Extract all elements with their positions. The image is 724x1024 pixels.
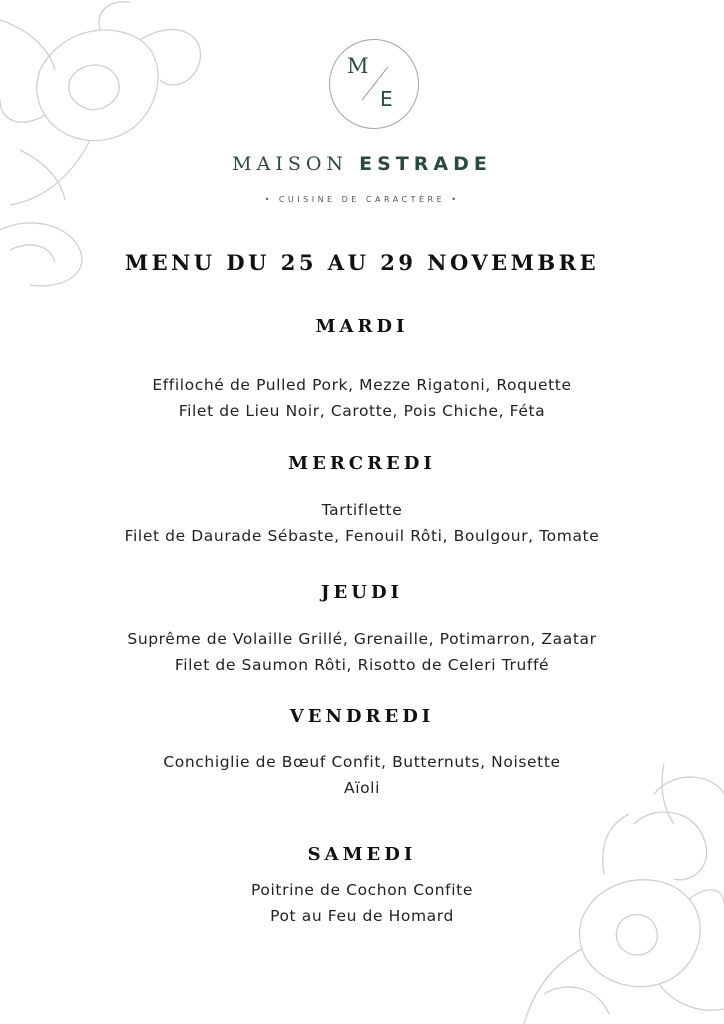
day-heading: SAMEDI (307, 844, 417, 865)
brand-name-light: MAISON (232, 153, 349, 175)
brand-name-bold: ESTRADE (359, 153, 492, 175)
menu-title: MENU DU 25 AU 29 NOVEMBRE (124, 250, 600, 275)
brand-tagline: • CUISINE DE CARACTÈRE • (264, 195, 460, 204)
day-heading: MERCREDI (288, 453, 436, 474)
dish-line: Aïoli (343, 779, 380, 797)
dish-line: Filet de Saumon Rôti, Risotto de Celeri Truffé (174, 656, 550, 674)
dish-line: Tartiflette (321, 501, 403, 519)
dish-line: Filet de Daurade Sébaste, Fenouil Rôti, Boulgour, Tomate (124, 527, 600, 545)
logo-letter-m: M (347, 54, 369, 78)
logo-monogram (329, 39, 419, 129)
dish-line: Suprême de Volaille Grillé, Grenaille, Potimarron, Zaatar (127, 630, 597, 648)
brand-name (0, 153, 724, 175)
dish-line: Pot au Feu de Homard (270, 907, 454, 925)
day-heading: JEUDI (321, 582, 403, 603)
day-heading: MARDI (315, 316, 409, 337)
dish-line: Filet de Lieu Noir, Carotte, Pois Chiche, Féta (178, 402, 546, 420)
floral-decoration-top-left-icon (0, 0, 220, 290)
dish-line: Poitrine de Cochon Confite (251, 881, 473, 899)
dish-line: Conchiglie de Bœuf Confit, Butternuts, Noisette (163, 753, 561, 771)
logo-letter-e: E (380, 87, 393, 111)
day-heading: VENDREDI (289, 706, 435, 727)
dish-line: Effiloché de Pulled Pork, Mezze Rigatoni, Roquette (152, 376, 572, 394)
